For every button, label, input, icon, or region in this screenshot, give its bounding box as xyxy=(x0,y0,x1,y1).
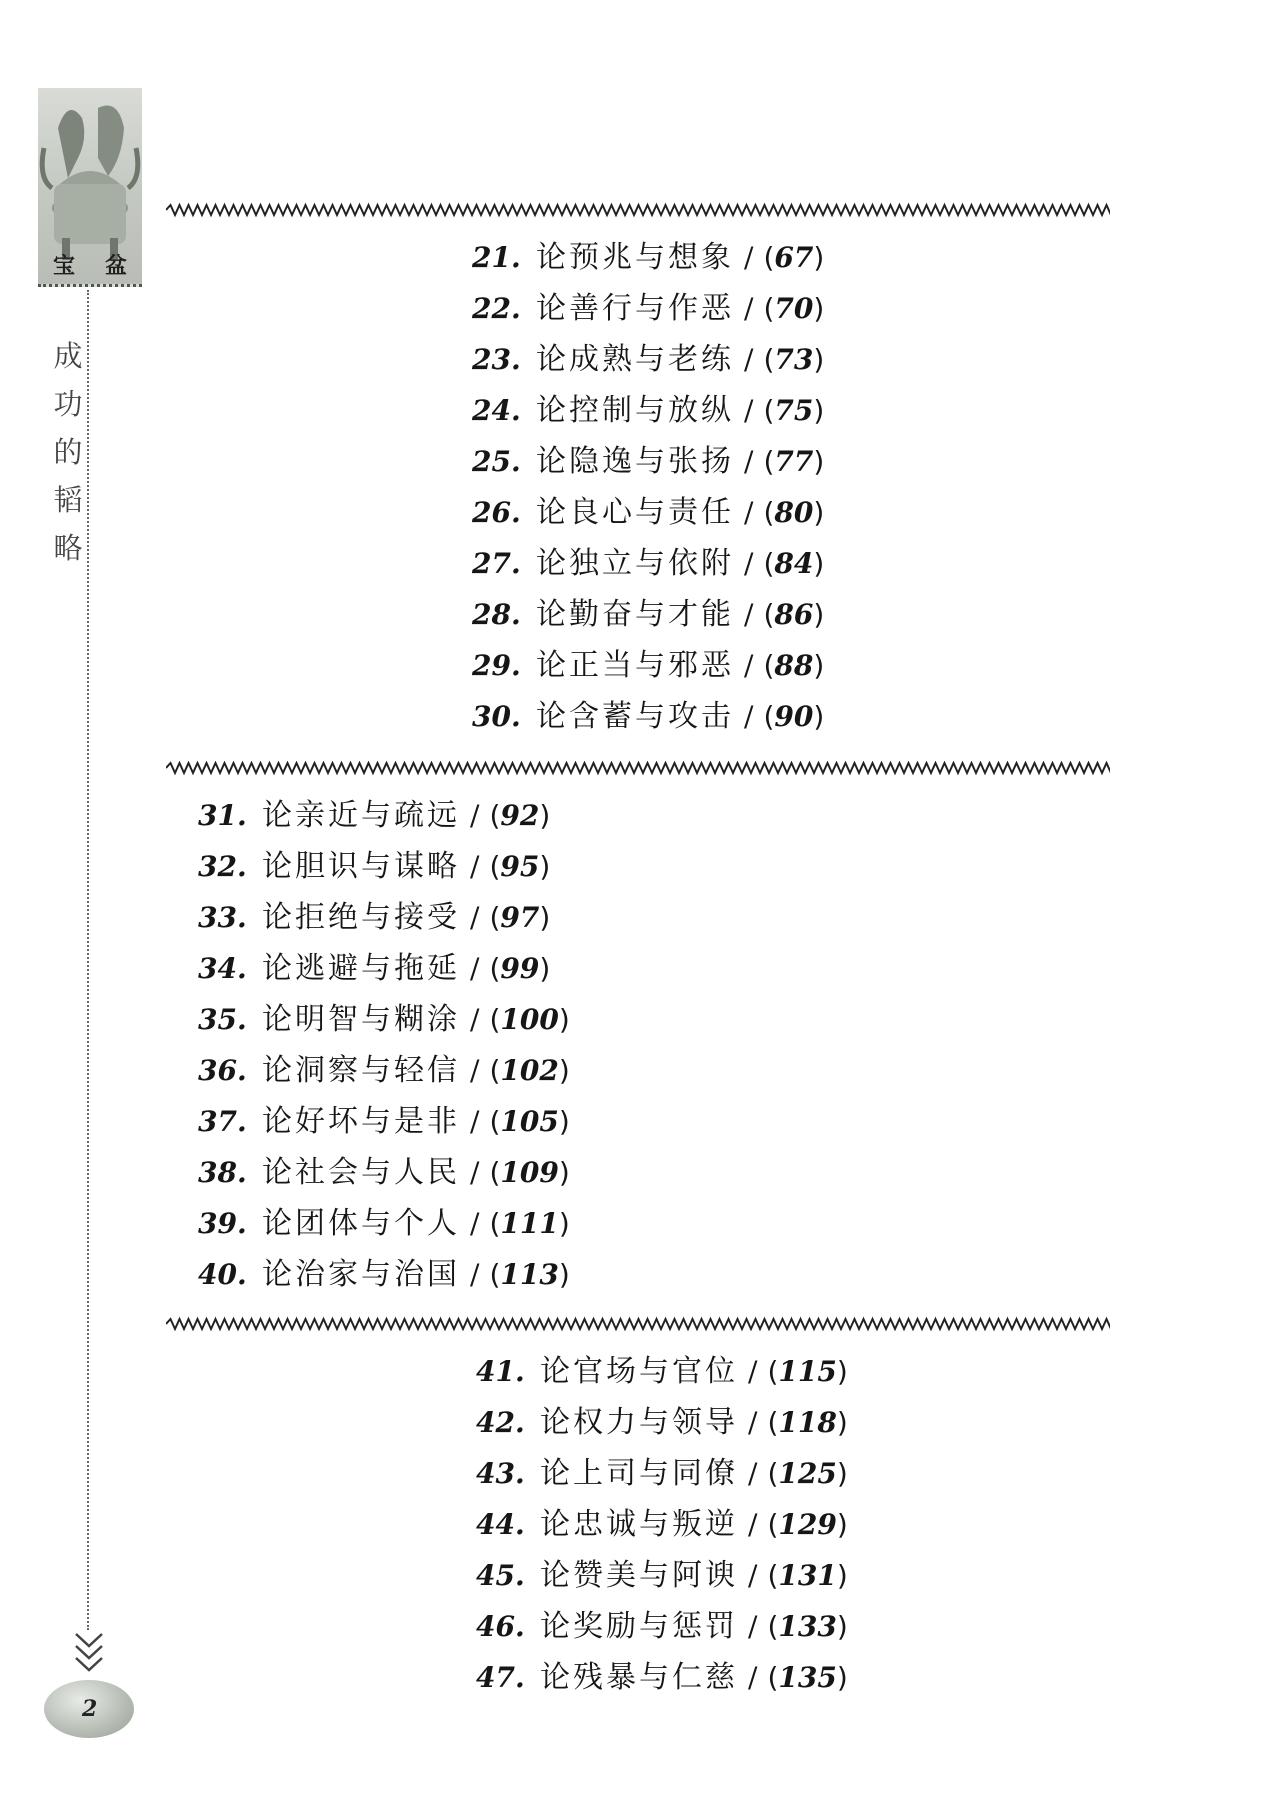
entry-title: 论勤奋与才能 xyxy=(536,597,734,632)
toc-entry[interactable] xyxy=(472,385,824,436)
entry-page: 100 xyxy=(500,1003,559,1036)
entry-separator: / xyxy=(470,1207,480,1240)
toc-entry[interactable] xyxy=(198,841,550,892)
entry-number: 22. xyxy=(472,292,521,325)
toc-entry[interactable] xyxy=(476,1397,848,1448)
entry-page: 133 xyxy=(778,1610,837,1643)
entry-page: 131 xyxy=(778,1559,837,1592)
entry-title: 论社会与人民 xyxy=(262,1155,460,1190)
entry-separator: / xyxy=(744,241,754,274)
entry-title: 论明智与糊涂 xyxy=(262,1002,460,1037)
entry-number: 24. xyxy=(472,394,521,427)
entry-number: 43. xyxy=(476,1457,525,1490)
paren-close: ) xyxy=(813,700,825,733)
entry-separator: / xyxy=(748,1508,758,1541)
entry-number: 30. xyxy=(472,700,521,733)
entry-page: 105 xyxy=(500,1105,559,1138)
toc-entry[interactable] xyxy=(472,283,824,334)
entry-page: 115 xyxy=(778,1355,837,1388)
toc-entry[interactable] xyxy=(476,1346,848,1397)
entry-page: 118 xyxy=(778,1406,837,1439)
paren-open: ( xyxy=(763,241,775,274)
entry-separator: / xyxy=(748,1406,758,1439)
entry-separator: / xyxy=(744,292,754,325)
paren-close: ) xyxy=(558,1258,570,1291)
title-char: 韬 xyxy=(53,483,83,517)
entry-title: 论官场与官位 xyxy=(540,1354,738,1389)
toc-entry[interactable] xyxy=(472,691,824,742)
toc-entry[interactable] xyxy=(198,1147,570,1198)
paren-open: ( xyxy=(767,1406,779,1439)
paren-open: ( xyxy=(489,952,501,985)
page-number: 2 xyxy=(82,1696,98,1722)
paren-close: ) xyxy=(813,547,825,580)
entry-title: 论含蓄与攻击 xyxy=(536,699,734,734)
toc-entry[interactable] xyxy=(198,1096,570,1147)
paren-open: ( xyxy=(763,547,775,580)
entry-number: 35. xyxy=(198,1003,247,1036)
toc-entry[interactable] xyxy=(476,1448,848,1499)
entry-separator: / xyxy=(470,1258,480,1291)
entry-separator: / xyxy=(744,598,754,631)
entry-title: 论拒绝与接受 xyxy=(262,900,460,935)
title-char: 的 xyxy=(53,435,83,469)
title-char: 成 xyxy=(53,339,83,373)
entry-page: 75 xyxy=(774,394,814,427)
entry-page: 111 xyxy=(500,1207,559,1240)
paren-open: ( xyxy=(763,598,775,631)
entry-separator: / xyxy=(470,952,480,985)
zigzag-divider xyxy=(166,202,1110,218)
entry-number: 36. xyxy=(198,1054,247,1087)
entry-number: 40. xyxy=(198,1258,247,1291)
zigzag-divider-svg xyxy=(166,1316,1110,1332)
paren-open: ( xyxy=(763,394,775,427)
paren-close: ) xyxy=(836,1559,848,1592)
entry-title: 论治家与治国 xyxy=(262,1257,460,1292)
entry-number: 27. xyxy=(472,547,521,580)
paren-close: ) xyxy=(539,901,551,934)
entry-number: 21. xyxy=(472,241,521,274)
paren-close: ) xyxy=(813,241,825,274)
toc-entry[interactable] xyxy=(472,232,824,283)
entry-title: 论成熟与老练 xyxy=(536,342,734,377)
entry-separator: / xyxy=(748,1661,758,1694)
entry-title: 论残暴与仁慈 xyxy=(540,1660,738,1695)
entry-separator: / xyxy=(748,1457,758,1490)
dotted-guide-line xyxy=(87,290,89,1630)
sidebar-emblem xyxy=(38,88,142,287)
entry-separator: / xyxy=(744,649,754,682)
toc-entry[interactable] xyxy=(472,487,824,538)
entry-number: 33. xyxy=(198,901,247,934)
entry-title: 论隐逸与张扬 xyxy=(536,444,734,479)
paren-close: ) xyxy=(813,343,825,376)
paren-close: ) xyxy=(558,1003,570,1036)
toc-entry[interactable] xyxy=(472,538,824,589)
entry-number: 39. xyxy=(198,1207,247,1240)
entry-number: 26. xyxy=(472,496,521,529)
paren-open: ( xyxy=(489,1105,501,1138)
entry-number: 29. xyxy=(472,649,521,682)
entry-title: 论奖励与惩罚 xyxy=(540,1609,738,1644)
entry-separator: / xyxy=(744,496,754,529)
paren-close: ) xyxy=(836,1508,848,1541)
paren-open: ( xyxy=(489,901,501,934)
paren-close: ) xyxy=(836,1661,848,1694)
paren-open: ( xyxy=(489,1207,501,1240)
book-title-vertical xyxy=(48,332,88,572)
paren-close: ) xyxy=(558,1105,570,1138)
paren-close: ) xyxy=(813,445,825,478)
entry-number: 44. xyxy=(476,1508,525,1541)
zigzag-divider xyxy=(166,1316,1110,1332)
toc-entry[interactable] xyxy=(198,790,550,841)
entry-page: 88 xyxy=(774,649,814,682)
entry-title: 论独立与依附 xyxy=(536,546,734,581)
paren-close: ) xyxy=(836,1406,848,1439)
paren-open: ( xyxy=(767,1508,779,1541)
paren-open: ( xyxy=(767,1610,779,1643)
entry-page: 113 xyxy=(500,1258,559,1291)
entry-number: 37. xyxy=(198,1105,247,1138)
toc-entry[interactable] xyxy=(472,334,824,385)
toc-entry[interactable] xyxy=(472,589,824,640)
entry-page: 92 xyxy=(500,799,540,832)
paren-close: ) xyxy=(836,1610,848,1643)
title-char: 功 xyxy=(53,387,83,421)
zigzag-divider xyxy=(166,760,1110,776)
paren-open: ( xyxy=(767,1457,779,1490)
paren-close: ) xyxy=(539,799,551,832)
toc-entry[interactable] xyxy=(198,1198,570,1249)
entry-page: 90 xyxy=(774,700,814,733)
paren-close: ) xyxy=(813,649,825,682)
toc-entry[interactable] xyxy=(472,436,824,487)
entry-page: 95 xyxy=(500,850,540,883)
entry-title: 论亲近与疏远 xyxy=(262,798,460,833)
entry-separator: / xyxy=(748,1559,758,1592)
paren-open: ( xyxy=(489,1054,501,1087)
emblem-char: 盆 xyxy=(104,254,127,279)
toc-entry[interactable] xyxy=(476,1601,848,1652)
paren-close: ) xyxy=(539,952,551,985)
entry-title: 论逃避与拖延 xyxy=(262,951,460,986)
entry-number: 45. xyxy=(476,1559,525,1592)
entry-separator: / xyxy=(744,700,754,733)
entry-separator: / xyxy=(744,547,754,580)
entry-separator: / xyxy=(470,1003,480,1036)
entry-title: 论好坏与是非 xyxy=(262,1104,460,1139)
zigzag-divider-svg xyxy=(166,760,1110,776)
toc-entry[interactable] xyxy=(476,1550,848,1601)
toc-entry[interactable] xyxy=(198,1249,570,1300)
entry-separator: / xyxy=(744,394,754,427)
paren-close: ) xyxy=(813,292,825,325)
entry-separator: / xyxy=(748,1355,758,1388)
paren-open: ( xyxy=(489,1003,501,1036)
entry-number: 42. xyxy=(476,1406,525,1439)
entry-title: 论赞美与阿谀 xyxy=(540,1558,738,1593)
paren-close: ) xyxy=(558,1054,570,1087)
entry-page: 125 xyxy=(778,1457,837,1490)
paren-close: ) xyxy=(813,394,825,427)
entry-page: 77 xyxy=(774,445,814,478)
toc-entry[interactable] xyxy=(472,640,824,691)
entry-title: 论控制与放纵 xyxy=(536,393,734,428)
entry-number: 41. xyxy=(476,1355,525,1388)
entry-number: 25. xyxy=(472,445,521,478)
entry-number: 28. xyxy=(472,598,521,631)
toc-entry[interactable] xyxy=(198,1045,570,1096)
toc-entry[interactable] xyxy=(476,1652,848,1703)
entry-separator: / xyxy=(744,445,754,478)
chevron-down-icon xyxy=(72,1630,106,1674)
entry-title: 论善行与作恶 xyxy=(536,291,734,326)
entry-number: 47. xyxy=(476,1661,525,1694)
entry-number: 38. xyxy=(198,1156,247,1189)
entry-number: 34. xyxy=(198,952,247,985)
paren-open: ( xyxy=(489,1156,501,1189)
entry-number: 31. xyxy=(198,799,247,832)
entry-title: 论团体与个人 xyxy=(262,1206,460,1241)
entry-separator: / xyxy=(470,901,480,934)
entry-separator: / xyxy=(744,343,754,376)
entry-number: 46. xyxy=(476,1610,525,1643)
entry-title: 论正当与邪恶 xyxy=(536,648,734,683)
entry-page: 102 xyxy=(500,1054,559,1087)
entry-title: 论上司与同僚 xyxy=(540,1456,738,1491)
entry-page: 84 xyxy=(774,547,814,580)
entry-page: 135 xyxy=(778,1661,837,1694)
paren-close: ) xyxy=(558,1156,570,1189)
entry-separator: / xyxy=(470,1105,480,1138)
entry-number: 23. xyxy=(472,343,521,376)
paren-close: ) xyxy=(836,1457,848,1490)
toc-entry[interactable] xyxy=(476,1499,848,1550)
paren-close: ) xyxy=(836,1355,848,1388)
entry-title: 论权力与领导 xyxy=(540,1405,738,1440)
paren-open: ( xyxy=(489,850,501,883)
entry-title: 论胆识与谋略 xyxy=(262,849,460,884)
entry-number: 32. xyxy=(198,850,247,883)
entry-page: 73 xyxy=(774,343,814,376)
entry-title: 论忠诚与叛逆 xyxy=(540,1507,738,1542)
paren-close: ) xyxy=(558,1207,570,1240)
entry-title: 论洞察与轻信 xyxy=(262,1053,460,1088)
emblem-char: 宝 xyxy=(52,254,75,279)
entry-page: 97 xyxy=(500,901,540,934)
entry-page: 67 xyxy=(774,241,814,274)
paren-open: ( xyxy=(763,445,775,478)
paren-open: ( xyxy=(489,1258,501,1291)
title-char: 略 xyxy=(53,531,83,565)
page-number-badge xyxy=(44,1680,134,1738)
paren-open: ( xyxy=(763,649,775,682)
entry-page: 86 xyxy=(774,598,814,631)
paren-open: ( xyxy=(763,292,775,325)
entry-page: 109 xyxy=(500,1156,559,1189)
entry-page: 99 xyxy=(500,952,540,985)
paren-open: ( xyxy=(763,343,775,376)
paren-open: ( xyxy=(763,496,775,529)
entry-page: 70 xyxy=(774,292,814,325)
entry-separator: / xyxy=(470,1156,480,1189)
paren-open: ( xyxy=(489,799,501,832)
entry-page: 80 xyxy=(774,496,814,529)
toc-entry[interactable] xyxy=(198,943,550,994)
entry-separator: / xyxy=(470,1054,480,1087)
entry-page: 129 xyxy=(778,1508,837,1541)
zigzag-divider-svg xyxy=(166,202,1110,218)
entry-title: 论预兆与想象 xyxy=(536,240,734,275)
paren-close: ) xyxy=(813,598,825,631)
entry-title: 论良心与责任 xyxy=(536,495,734,530)
paren-close: ) xyxy=(539,850,551,883)
toc-entry[interactable] xyxy=(198,892,550,943)
paren-close: ) xyxy=(813,496,825,529)
paren-open: ( xyxy=(767,1355,779,1388)
entry-separator: / xyxy=(470,850,480,883)
paren-open: ( xyxy=(767,1559,779,1592)
entry-separator: / xyxy=(748,1610,758,1643)
entry-separator: / xyxy=(470,799,480,832)
paren-open: ( xyxy=(763,700,775,733)
paren-open: ( xyxy=(767,1661,779,1694)
toc-entry[interactable] xyxy=(198,994,570,1045)
